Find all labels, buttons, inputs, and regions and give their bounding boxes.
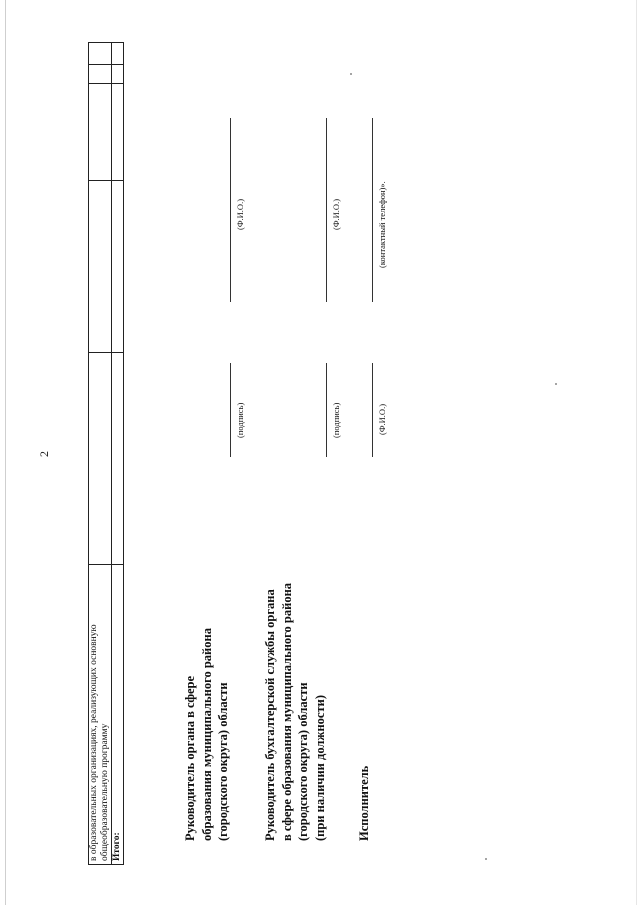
total-label: Итого: bbox=[112, 565, 124, 865]
head-signature-title: Руководитель органа в сфере образования муниципального района (городского округа) области bbox=[183, 628, 230, 841]
table-cell bbox=[112, 64, 124, 83]
head-name-caption: (Ф.И.О.) bbox=[235, 198, 245, 230]
head-sign-caption: (подпись) bbox=[235, 402, 245, 438]
head-name-line bbox=[230, 118, 231, 302]
executor-phone-line bbox=[372, 118, 373, 302]
table-cell bbox=[112, 181, 124, 353]
table-cell bbox=[89, 181, 112, 353]
scan-speck bbox=[350, 73, 352, 75]
table-cell bbox=[89, 83, 112, 180]
accounting-signature-title: Руководитель бухгалтерской службы органа в сфере образования муниципального района (городского округа) области (при наличии должности) bbox=[263, 582, 327, 841]
table-row-total bbox=[112, 43, 124, 865]
table-cell bbox=[112, 353, 124, 565]
accounting-name-line bbox=[326, 118, 327, 302]
table-cell bbox=[89, 64, 112, 83]
accounting-sign-caption: (подпись) bbox=[331, 402, 341, 438]
executor-label: Исполнитель bbox=[357, 765, 371, 841]
accounting-sign-line bbox=[326, 363, 327, 457]
head-sign-line bbox=[230, 363, 231, 457]
table-cell bbox=[112, 83, 124, 180]
scan-speck bbox=[485, 858, 487, 860]
table-cell bbox=[89, 43, 112, 65]
executor-name-line bbox=[372, 363, 373, 457]
executor-phone-caption: (контактный телефон)». bbox=[377, 181, 387, 268]
executor-name-caption: (Ф.И.О.) bbox=[377, 403, 387, 435]
summary-table bbox=[88, 42, 124, 865]
page-number: 2 bbox=[37, 451, 51, 457]
table-row bbox=[89, 43, 112, 865]
table-cell bbox=[89, 353, 112, 565]
table-cell bbox=[112, 43, 124, 65]
accounting-name-caption: (Ф.И.О.) bbox=[331, 198, 341, 230]
table-row-label: в образовательных организациях, реализующих основную общеобразовательную программу bbox=[89, 565, 112, 865]
scan-speck bbox=[555, 383, 557, 385]
